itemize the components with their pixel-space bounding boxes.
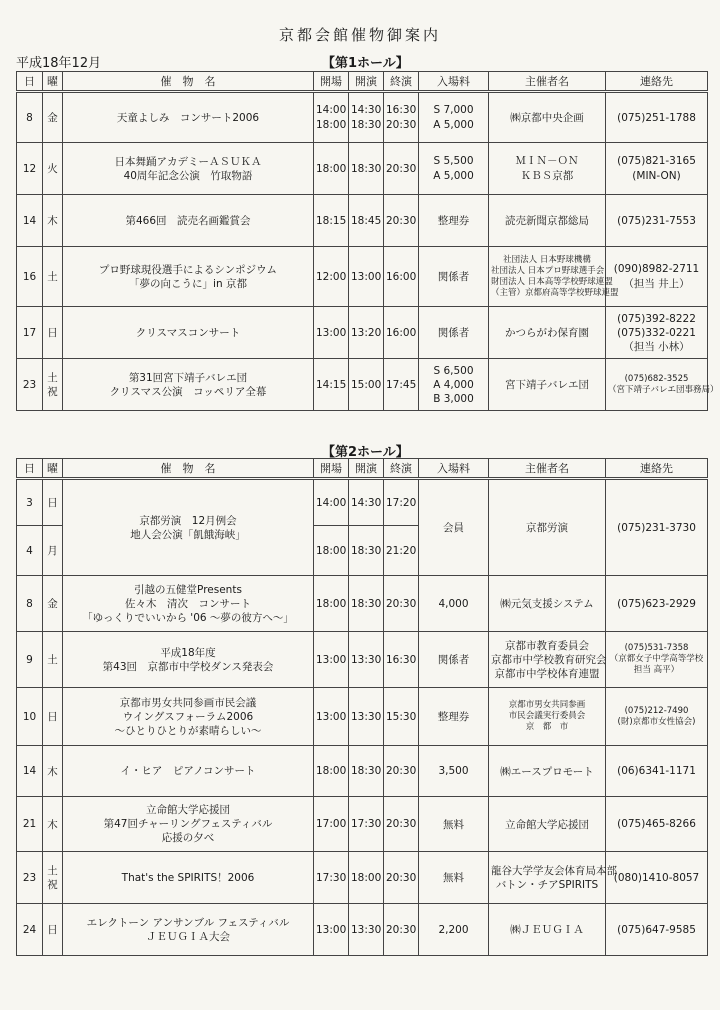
event-cell: 第31回宮下靖子バレエ団 クリスマス公演 コッペリア全幕 <box>63 359 314 411</box>
day-cell: 9 <box>17 632 43 688</box>
event-cell: 引越の五健堂Presents 佐々木 清次 コンサート 「ゆっくりでいいから '06 ～夢の彼方へ～」 <box>63 576 314 632</box>
day-cell: 14 <box>17 195 43 247</box>
dow-cell: 土 <box>43 632 63 688</box>
contact-cell: (06)6341-1171 <box>606 746 708 797</box>
open-cell: 12:00 <box>314 247 349 307</box>
organizer-cell: 京都労演 <box>489 479 606 576</box>
end-cell: 20:30 <box>384 195 419 247</box>
table-row <box>17 143 708 195</box>
header-dow: 曜 <box>43 459 63 479</box>
end-cell: 20:30 <box>384 576 419 632</box>
dow-cell: 土 祝 <box>43 852 63 904</box>
open-cell: 17:00 <box>314 797 349 852</box>
contact-cell: (075)821-3165 (MIN-ON) <box>606 143 708 195</box>
table-row <box>17 797 708 852</box>
header-start: 開演 <box>349 72 384 92</box>
page-title: 京都会館催物御案内 <box>278 26 441 44</box>
hall1-label: 【第1ホール】 <box>322 56 409 71</box>
dow-cell: 木 <box>43 746 63 797</box>
fee-cell: S 7,000 A 5,000 <box>419 92 489 143</box>
header-day: 日 <box>17 72 43 92</box>
event-cell: クリスマスコンサート <box>63 307 314 359</box>
fee-cell: S 5,500 A 5,000 <box>419 143 489 195</box>
organizer-cell: 立命館大学応援団 <box>489 797 606 852</box>
organizer-cell: ㈱ＪＥＵＧＩＡ <box>489 904 606 956</box>
open-cell: 14:00 <box>314 479 349 526</box>
day-cell: 17 <box>17 307 43 359</box>
open-cell: 14:15 <box>314 359 349 411</box>
table-row <box>17 688 708 746</box>
event-cell: 立命館大学応援団 第47回チャーリングフェスティバル 応援の夕べ <box>63 797 314 852</box>
organizer-cell: 宮下靖子バレエ団 <box>489 359 606 411</box>
open-cell: 14:00 18:00 <box>314 92 349 143</box>
open-cell: 13:00 <box>314 307 349 359</box>
end-cell: 16:30 <box>384 632 419 688</box>
dow-cell: 木 <box>43 797 63 852</box>
day-cell: 23 <box>17 359 43 411</box>
day-cell: 4 <box>17 526 43 576</box>
start-cell: 18:30 <box>349 143 384 195</box>
contact-cell: (075)251-1788 <box>606 92 708 143</box>
table-row <box>17 632 708 688</box>
organizer-cell: 京都市教育委員会 京都市中学校教育研究会 京都市中学校体育連盟 <box>489 632 606 688</box>
start-cell: 18:00 <box>349 852 384 904</box>
start-cell: 18:30 <box>349 746 384 797</box>
period-label: 平成18年12月 <box>16 56 102 71</box>
end-cell: 16:00 <box>384 247 419 307</box>
fee-cell: 4,000 <box>419 576 489 632</box>
table-row <box>17 852 708 904</box>
organizer-cell: 社団法人 日本野球機構 社団法人 日本プロ野球選手会 財団法人 日本高等学校野球連盟 （主管）京都府高等学校野球連盟 <box>489 247 606 307</box>
start-cell: 18:45 <box>349 195 384 247</box>
dow-cell: 木 <box>43 195 63 247</box>
header-contact: 連絡先 <box>606 459 708 479</box>
dow-cell: 土 <box>43 247 63 307</box>
fee-cell: 会員 <box>419 479 489 576</box>
header-contact: 連絡先 <box>606 72 708 92</box>
start-cell: 18:30 <box>349 576 384 632</box>
header-organizer: 主催者名 <box>489 72 606 92</box>
start-cell: 18:30 <box>349 526 384 576</box>
end-cell: 20:30 <box>384 143 419 195</box>
open-cell: 13:00 <box>314 632 349 688</box>
end-cell: 16:30 20:30 <box>384 92 419 143</box>
dow-cell: 日 <box>43 307 63 359</box>
fee-cell: 無料 <box>419 852 489 904</box>
start-cell: 14:30 <box>349 479 384 526</box>
fee-cell: S 6,500 A 4,000 B 3,000 <box>419 359 489 411</box>
day-cell: 16 <box>17 247 43 307</box>
end-cell: 16:00 <box>384 307 419 359</box>
contact-cell: (075)465-8266 <box>606 797 708 852</box>
table-row <box>17 479 708 526</box>
event-cell: 京都市男女共同参画市民会議 ウイングスフォーラム2006 ～ひとりひとりが素晴らしい～ <box>63 688 314 746</box>
organizer-cell: ㈱京都中央企画 <box>489 92 606 143</box>
header-event: 催 物 名 <box>63 459 314 479</box>
header-end: 終演 <box>384 72 419 92</box>
header-open: 開場 <box>314 72 349 92</box>
contact-cell: (075)231-7553 <box>606 195 708 247</box>
organizer-cell: ㈱エースプロモート <box>489 746 606 797</box>
header-event: 催 物 名 <box>63 72 314 92</box>
event-cell: 第466回 読売名画鑑賞会 <box>63 195 314 247</box>
end-cell: 20:30 <box>384 746 419 797</box>
contact-cell: (080)1410-8057 <box>606 852 708 904</box>
start-cell: 13:30 <box>349 632 384 688</box>
hall1-schedule-table <box>16 71 719 411</box>
end-cell: 20:30 <box>384 904 419 956</box>
fee-cell: 整理券 <box>419 688 489 746</box>
end-cell: 17:20 <box>384 479 419 526</box>
day-cell: 24 <box>17 904 43 956</box>
start-cell: 13:00 <box>349 247 384 307</box>
contact-cell: (075)212-7490 (財)京都市女性協会) <box>606 688 708 746</box>
table-row <box>17 92 708 143</box>
organizer-cell: ＭＩＮ－ＯＮ ＫＢＳ京都 <box>489 143 606 195</box>
open-cell: 13:00 <box>314 904 349 956</box>
organizer-cell: 龍谷大学学友会体育局本部 バトン・チアSPIRITS <box>489 852 606 904</box>
event-cell: エレクトーン アンサンブル フェスティバル ＪＥＵＧＩＡ大会 <box>63 904 314 956</box>
table-row <box>17 195 708 247</box>
dow-cell: 金 <box>43 92 63 143</box>
day-cell: 8 <box>17 576 43 632</box>
contact-cell: (075)623-2929 <box>606 576 708 632</box>
table-row <box>17 746 708 797</box>
dow-cell: 月 <box>43 526 63 576</box>
contact-cell: (075)531-7358 （京都女子中学高等学校 担当 高平） <box>606 632 708 688</box>
start-cell: 14:30 18:30 <box>349 92 384 143</box>
organizer-cell: かつらがわ保育園 <box>489 307 606 359</box>
fee-cell: 関係者 <box>419 307 489 359</box>
header-start: 開演 <box>349 459 384 479</box>
table-row <box>17 247 708 307</box>
header-dow: 曜 <box>43 72 63 92</box>
contact-cell: (075)682-3525 （宮下靖子バレエ団事務局） <box>606 359 708 411</box>
fee-cell: 3,500 <box>419 746 489 797</box>
fee-cell: 2,200 <box>419 904 489 956</box>
day-cell: 21 <box>17 797 43 852</box>
contact-cell: (090)8982-2711 （担当 井上） <box>606 247 708 307</box>
table-row <box>17 359 708 411</box>
start-cell: 15:00 <box>349 359 384 411</box>
organizer-cell: 読売新聞京都総局 <box>489 195 606 247</box>
day-cell: 14 <box>17 746 43 797</box>
event-cell: イ・ヒア ピアノコンサート <box>63 746 314 797</box>
open-cell: 18:00 <box>314 526 349 576</box>
fee-cell: 関係者 <box>419 632 489 688</box>
event-cell: 平成18年度 第43回 京都市中学校ダンス発表会 <box>63 632 314 688</box>
day-cell: 23 <box>17 852 43 904</box>
start-cell: 13:30 <box>349 904 384 956</box>
end-cell: 15:30 <box>384 688 419 746</box>
contact-cell: (075)647-9585 <box>606 904 708 956</box>
open-cell: 18:00 <box>314 143 349 195</box>
header-organizer: 主催者名 <box>489 459 606 479</box>
hall2-label: 【第2ホール】 <box>322 445 409 460</box>
fee-cell: 関係者 <box>419 247 489 307</box>
dow-cell: 日 <box>43 904 63 956</box>
event-cell: 天童よしみ コンサート2006 <box>63 92 314 143</box>
dow-cell: 土 祝 <box>43 359 63 411</box>
hall2-schedule-table <box>16 458 708 956</box>
open-cell: 13:00 <box>314 688 349 746</box>
end-cell: 21:20 <box>384 526 419 576</box>
open-cell: 18:00 <box>314 746 349 797</box>
event-cell: プロ野球現役選手によるシンポジウム 「夢の向こうに」in 京都 <box>63 247 314 307</box>
dow-cell: 火 <box>43 143 63 195</box>
header-day: 日 <box>17 459 43 479</box>
open-cell: 17:30 <box>314 852 349 904</box>
event-cell: That's the SPIRITS！2006 <box>63 852 314 904</box>
end-cell: 20:30 <box>384 797 419 852</box>
day-cell: 10 <box>17 688 43 746</box>
dow-cell: 日 <box>43 479 63 526</box>
day-cell: 12 <box>17 143 43 195</box>
table-row <box>17 307 708 359</box>
open-cell: 18:15 <box>314 195 349 247</box>
fee-cell: 整理券 <box>419 195 489 247</box>
event-cell: 日本舞踊アカデミーＡＳＵＫＡ 40周年記念公演 竹取物語 <box>63 143 314 195</box>
table-row <box>17 576 708 632</box>
end-cell: 17:45 <box>384 359 419 411</box>
header-fee: 入場料 <box>419 459 489 479</box>
day-cell: 8 <box>17 92 43 143</box>
header-open: 開場 <box>314 459 349 479</box>
day-cell: 3 <box>17 479 43 526</box>
header-fee: 入場料 <box>419 72 489 92</box>
start-cell: 13:30 <box>349 688 384 746</box>
start-cell: 13:20 <box>349 307 384 359</box>
contact-cell: (075)392-8222 (075)332-0221 （担当 小林） <box>606 307 708 359</box>
dow-cell: 金 <box>43 576 63 632</box>
organizer-cell: 京都市男女共同参画 市民会議実行委員会 京 都 市 <box>489 688 606 746</box>
fee-cell: 無料 <box>419 797 489 852</box>
start-cell: 17:30 <box>349 797 384 852</box>
open-cell: 18:00 <box>314 576 349 632</box>
organizer-cell: ㈱元気支援システム <box>489 576 606 632</box>
header-end: 終演 <box>384 459 419 479</box>
dow-cell: 日 <box>43 688 63 746</box>
table-row <box>17 904 708 956</box>
event-cell: 京都労演 12月例会 地人会公演「飢餓海峡」 <box>63 479 314 576</box>
contact-cell: (075)231-3730 <box>606 479 708 576</box>
end-cell: 20:30 <box>384 852 419 904</box>
